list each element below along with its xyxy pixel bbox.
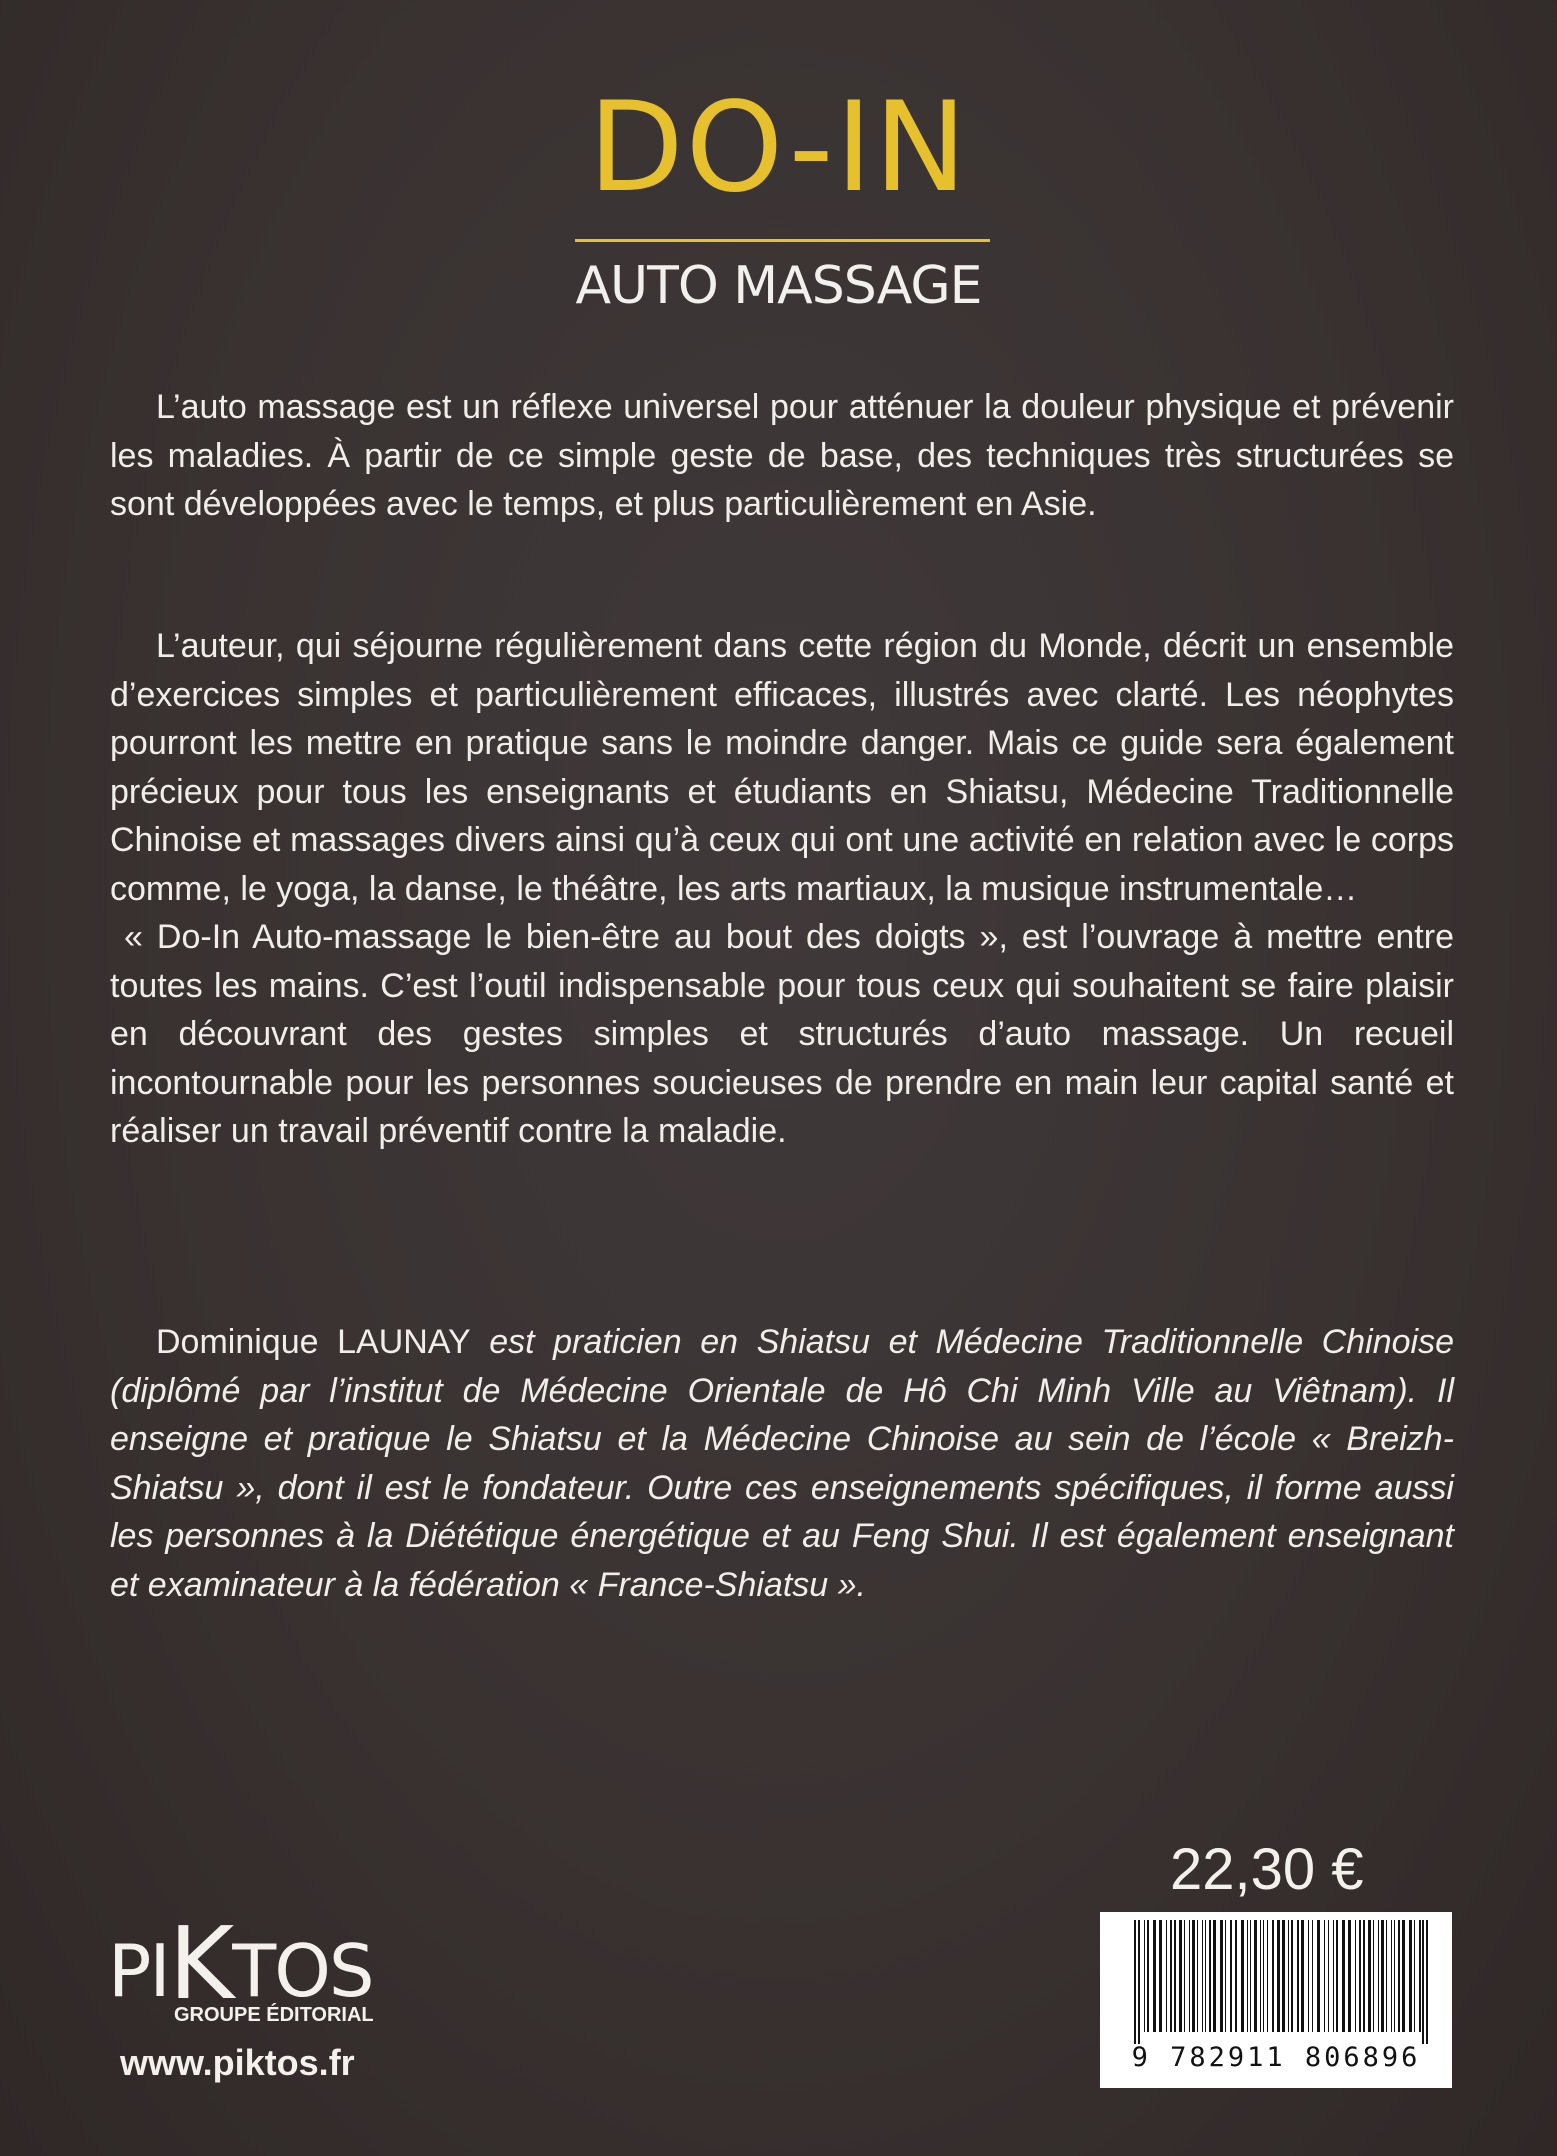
isbn-number: 9 782911 806896 [1131, 2042, 1421, 2073]
description-paragraph-1: L’auto massage est un réflexe universel pour atténuer la douleur physique et prévenir les maladies. À partir de ce simple geste de base, des techniques très structurées se sont développées avec le temps, et plus particulièrement en Asie. [110, 388, 1454, 523]
author-name: Dominique LAUNAY [156, 1323, 471, 1361]
publisher-logo [108, 1905, 374, 2032]
book-subtitle: AUTO MASSAGE [575, 256, 982, 316]
description-paragraph-2b: « Do-In Auto-massage le bien-être au bout des doigts », est l’ouvrage à mettre entre toutes les mains. C’est l’outil indispensable pour tous ceux qui souhaitent se faire plaisir en découvrant des gestes simples et structurés d’auto massage. Un recueil incontournable pour les personnes soucieuses de prendre en main leur capital santé et réaliser un travail préventif contre la maladie. [110, 918, 1454, 1150]
publisher-logo-text: PIKTOS [108, 1905, 373, 2022]
title-divider [575, 239, 990, 242]
book-title: DO-IN [588, 76, 969, 220]
author-bio-text: est praticien en Shiatsu et Médecine Traditionnelle Chinoise (diplômé par l’institut de Médecine Orientale de Hô Chi Minh Ville au Viêtnam). Il enseigne et pratique le Shiatsu et la Médecine Chinoise au sein de l’école « Breizh-Shiatsu », dont il est le fondateur. Outre ces enseignements spécifiques, il forme aussi les personnes à la Diététique énergétique et au Feng Shui. Il est également enseignant et examinateur à la fédération « France-Shiatsu ». [110, 1323, 1454, 1604]
description-paragraph-2a: L’auteur, qui séjourne régulièrement dans cette région du Monde, décrit un ensemble d’exercices simples et particulièrement efficaces, illustrés avec clarté. Les néophytes pourront les mettre en pratique sans le moindre danger. Mais ce guide sera également précieux pour tous les enseignants et étudiants en Shiatsu, Médecine Traditionnelle Chinoise et massages divers ainsi qu’à ceux qui ont une activité en relation avec le corps comme, le yoga, la danse, le théâtre, les arts martiaux, la musique instrumentale… [110, 627, 1454, 908]
description-paragraph-2 [110, 622, 1454, 1156]
isbn-barcode [1100, 1912, 1452, 2088]
price-label: 22,30 € [1170, 1837, 1364, 1902]
author-bio [110, 1318, 1454, 1609]
publisher-logo-subtitle: GROUPE ÉDITORIAL [174, 2004, 374, 2026]
publisher-website[interactable]: www.piktos.fr [120, 2042, 355, 2083]
